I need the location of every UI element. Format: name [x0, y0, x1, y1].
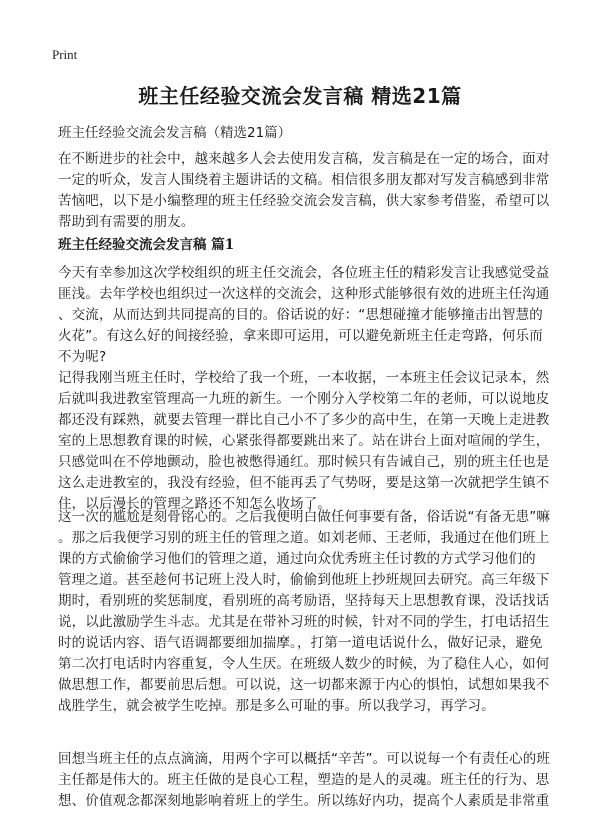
text-line: 室的上思想教育课的时候，心紧张得都要跳出来了。站在讲台上面对喧闹的学生，	[58, 433, 550, 449]
text-line: 匪浅。去年学校也组织过一次这样的交流会，这种形式能够很有效的进班主任沟通	[58, 286, 550, 302]
print-link[interactable]: Print	[52, 47, 78, 62]
body-paragraph-3	[58, 507, 558, 717]
page-title: 班主任经验交流会发言稿 精选21篇	[138, 84, 462, 108]
text-line: 说，以此激励学生斗志。尤其是在带补习班的时候，针对不同的学生，打电话招生	[58, 614, 550, 630]
text-line: 都还没有踩熟，就要去管理一群比自己小不了多少的高中生，在第一天晚上走进教	[58, 412, 550, 428]
text-line: 期时，看别班的奖惩制度，看别班的高考励语，坚持每天上思想教育课，没话找话	[58, 593, 550, 609]
text-line: 今天有幸参加这次学校组织的班主任交流会，各位班主任的精彩发言让我感觉受益	[58, 265, 550, 281]
text-line: 做思想工作，都要前思后想。可以说，这一切都来源于内心的惧怕，试想如果我不	[58, 677, 550, 693]
text-line: 后就叫我进教室管理高一九班的新生。一个刚分入学校第二年的老师，可以说地皮	[58, 391, 550, 407]
body-paragraph-4	[58, 749, 558, 812]
text-line: 住，以后漫长的管理之路还不知怎么收场了。	[58, 496, 331, 512]
text-line: 第二次打电话时内容重复，令人生厌。在班级人数少的时候，为了稳住人心，如何	[58, 656, 550, 672]
body-paragraph-2	[58, 368, 558, 515]
text-line: 火花”。有这么好的间接经验，拿来即可运用，可以避免新班主任走弯路，何乐而	[58, 328, 543, 344]
text-line: 苦恼吧，以下是小编整理的班主任经验交流会发言稿，供大家参考借鉴，希望可以	[58, 193, 550, 209]
document-subtitle: 班主任经验交流会发言稿（精选21篇）	[58, 125, 292, 141]
text-line: 主任都是伟大的。班主任做的是良心工程，塑造的是人的灵魂。班主任的行为、思	[58, 772, 550, 788]
text-line: 。那之后我便学习别的班主任的管理之道。如刘老师、王老师，我通过在他们班上	[58, 530, 550, 546]
text-line: 记得我刚当班主任时，学校给了我一个班，一本收据，一本班主任会议记录本，然	[58, 370, 550, 386]
text-line: 只感觉叫在不停地颤动，脸也被憋得通红。那时候只有告诫自己，别的班主任也是	[58, 454, 550, 470]
text-line: 一定的听众，发言人围绕着主题讲话的文稿。相信很多朋友都对写发言稿感到非常	[58, 172, 550, 188]
text-line: 这么走进教室的，我没有经验，但不能再丢了气势呀，要是这第一次就把学生镇不	[58, 475, 550, 491]
body-paragraph-1	[58, 263, 558, 368]
text-line: 管理之道。甚至趁何书记班上没人时，偷偷到他班上抄班规回去研究。高三年级下	[58, 572, 550, 588]
text-line: 时的说话内容、语气语调都要细加揣摩。，打第一道电话说什么，做好记录，避免	[58, 635, 543, 651]
intro-paragraph	[58, 149, 558, 233]
text-line: 回想当班主任的点点滴滴，用两个字可以概括“辛苦”。可以说每一个有责任心的班	[58, 751, 551, 767]
text-line: 在不断进步的社会中，越来越多人会去使用发言稿，发言稿是在一定的场合，面对	[58, 151, 550, 167]
text-line: 、交流，从而达到共同提高的目的。俗话说的好：“思想碰撞才能够撞击出智慧的	[58, 307, 543, 323]
text-line: 想、价值观念都深刻地影响着班上的学生。所以练好内功，提高个人素质是非常重	[58, 793, 550, 809]
section-heading: 班主任经验交流会发言稿 篇1	[58, 237, 235, 253]
text-line: 帮助到有需要的朋友。	[58, 214, 195, 230]
text-line: 战胜学生，就会被学生吃掉。那是多么可耻的事。所以我学习，再学习。	[58, 698, 495, 714]
text-line: 不为呢?	[58, 349, 107, 365]
text-line: 这一次的尴尬是刻骨铭心的。之后我便明白做任何事要有备，俗话说“有备无患”嘛	[58, 509, 551, 525]
text-line: 课的方式偷偷学习他们的管理之道，通过向众优秀班主任讨教的方式学习他们的	[58, 551, 536, 567]
